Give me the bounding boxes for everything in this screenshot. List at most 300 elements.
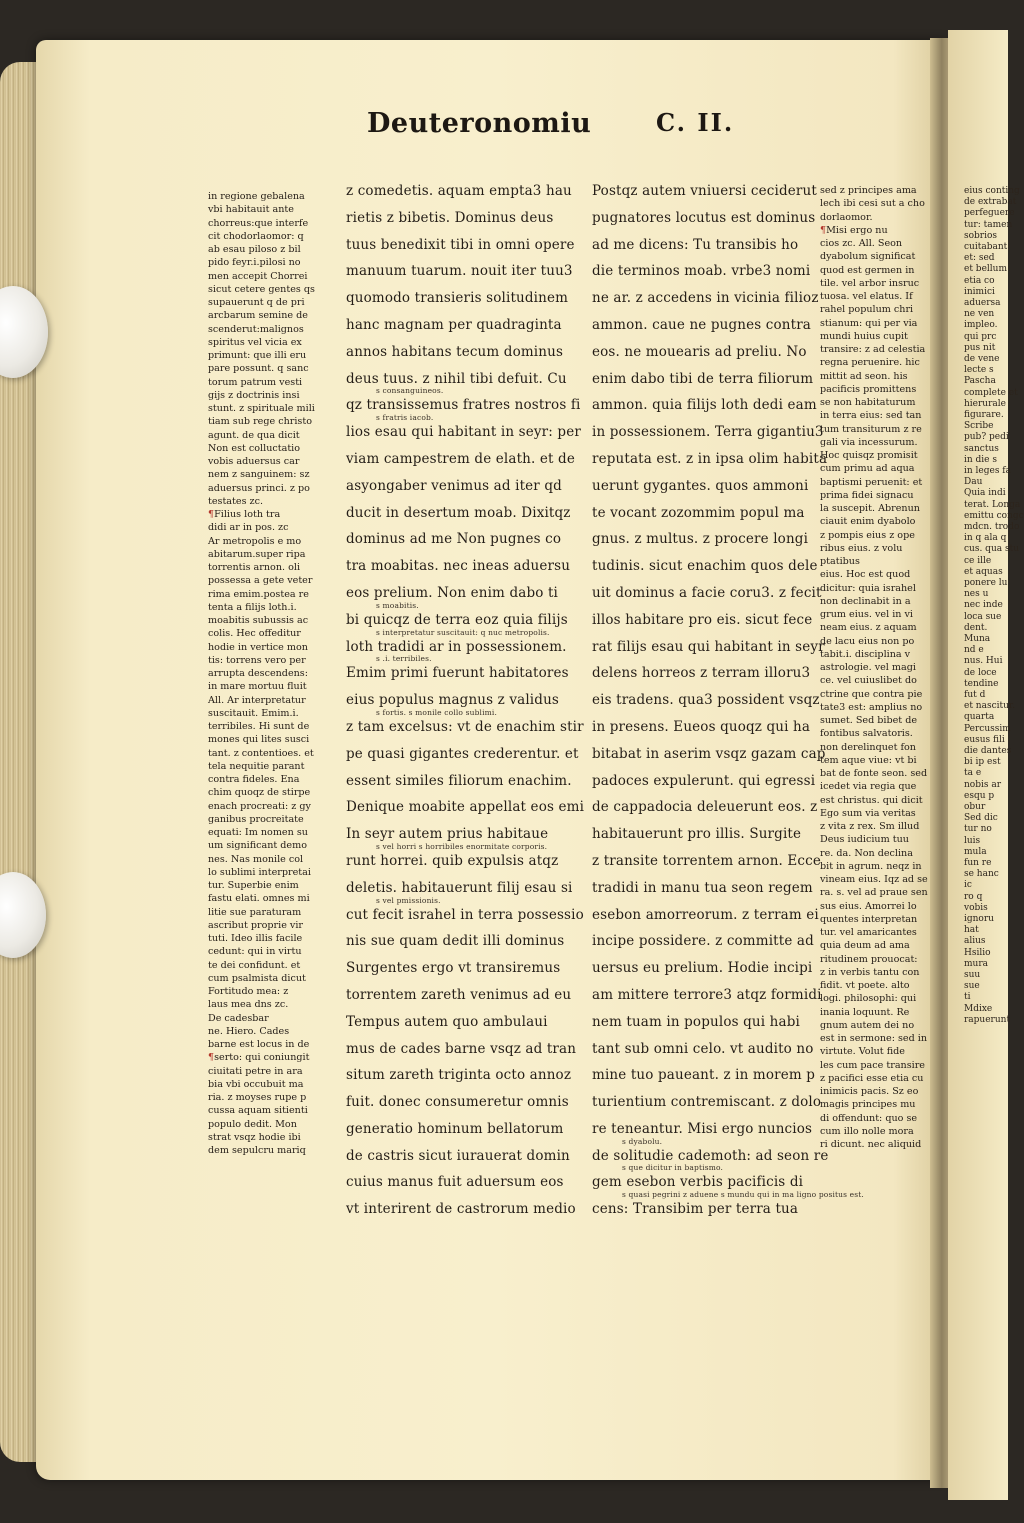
text-line-content: In seyr autem prius habitaue: [346, 826, 549, 843]
gloss-line: logi. philosophi: qui: [820, 993, 917, 1005]
gloss-line: sicut cetere gentes qs: [208, 283, 315, 295]
next-page-fragment: tur no: [964, 824, 992, 835]
next-page-fragment: se hanc: [964, 869, 999, 880]
gloss-line: vobis aduersus car: [208, 456, 300, 467]
gloss-line: tate3 est: amplius no: [820, 701, 923, 713]
gloss-line: neam eius. z aquam: [820, 622, 917, 634]
gloss-line: in terra eius: sed tan: [820, 410, 922, 422]
gloss-line: sed z principes ama: [820, 185, 917, 196]
gloss-line: ri dicunt. nec aliquid: [820, 1139, 922, 1150]
next-page-fragment: tur: tamen: [964, 219, 1013, 230]
text-line: [592, 419, 824, 446]
gloss-line: De cadesbar: [208, 1012, 269, 1024]
text-line: [346, 768, 572, 795]
next-page-fragment: tendine: [964, 678, 999, 689]
text-line: [592, 1009, 800, 1036]
gloss-line: quentes interpretan: [820, 913, 918, 925]
next-page-fragment: nes u: [964, 589, 989, 600]
text-line: [346, 841, 559, 875]
interlinear-gloss: s vel pmissionis.: [376, 895, 441, 905]
text-line-content: ammon. caue ne pugnes contra: [592, 316, 812, 333]
next-page-fragment: Percussim: [964, 723, 1011, 734]
gloss-line: colis. Hec offeditur: [208, 628, 301, 640]
next-page-fragment: Scribe: [964, 421, 994, 432]
text-line: [592, 982, 822, 1009]
next-page-fragment: loca sue: [964, 611, 1002, 622]
text-line: [592, 446, 828, 473]
gloss-line: cedunt: qui in virtu: [208, 946, 302, 958]
text-line-content: z tam excelsus: vt de enachim stir: [346, 718, 584, 735]
text-line-content: annos habitans tecum dominus: [346, 343, 564, 360]
next-page-fragment: sanctus: [964, 443, 999, 454]
next-page-fragment: emittu congc: [964, 510, 1024, 521]
text-line: [346, 500, 571, 527]
text-line-content: cut fecit israhel in terra possessio: [346, 906, 584, 923]
gloss-line: grum eius. vel in vi: [820, 609, 914, 620]
text-line: [346, 928, 565, 955]
gloss-line: ciuitati petre in ara: [208, 1065, 303, 1077]
next-page-fragment: perfeguere: [964, 208, 1015, 219]
next-page-fragment: in die s: [964, 454, 997, 465]
interlinear-gloss: s consanguineos.: [376, 386, 444, 396]
text-line: [592, 526, 809, 553]
gloss-line: ciauit enim dyabolo: [820, 516, 916, 528]
text-line-content: uersus eu prelium. Hodie incipi: [592, 960, 813, 977]
next-page-fragment: mdcn. trodo: [964, 522, 1020, 532]
gloss-line: la suscepit. Abrenun: [820, 503, 920, 514]
text-line-content: Postqz autem vniuersi ceciderut: [592, 183, 817, 199]
next-page-fragment: de vene: [964, 354, 1000, 364]
running-head-chapter: C. II.: [656, 108, 735, 137]
text-line-content: gnus. z multus. z procere longi: [592, 531, 809, 548]
text-line-content: mine tuo paueant. z in morem p: [592, 1067, 816, 1084]
text-line: [592, 1036, 814, 1063]
gloss-line: laus mea dns zc.: [208, 999, 289, 1011]
text-line-content: rat filijs esau qui habitant in seyr: [592, 638, 825, 655]
text-line-content: tra moabitas. nec ineas aduersu: [346, 558, 571, 575]
next-page-fragment: mura: [964, 958, 988, 969]
text-line-content: gem esebon verbis pacificis di: [592, 1174, 804, 1191]
text-line-content: uerunt gygantes. quos ammoni: [592, 477, 809, 494]
next-page-fragment: ro q: [964, 891, 983, 902]
gloss-line: tuti. Ideo illis facile: [208, 933, 303, 944]
interlinear-gloss: s vel horri s horribiles enormitate corporis.: [376, 841, 548, 851]
gloss-line: ¶serto: qui coniungit: [208, 1052, 310, 1064]
gloss-line: scenderut:malignos: [208, 323, 304, 335]
next-page-fragment: fut d: [964, 690, 986, 700]
gloss-line: cussa aquam sitienti: [208, 1105, 308, 1117]
next-page-fragment: sue: [964, 981, 980, 992]
text-line: [592, 1089, 822, 1116]
next-page-fragment: nec inde: [964, 600, 1003, 611]
text-line: [592, 660, 811, 687]
text-line-content: eos. ne mouearis ad preliu. No: [592, 343, 807, 360]
gloss-line: inimicis pacis. Sz eo: [820, 1086, 919, 1097]
gloss-line: stianum: qui per via: [820, 317, 918, 329]
gloss-line: All. Ar interpretatur: [208, 694, 306, 706]
text-line-content: eis tradens. qua3 possident vsqz: [592, 692, 820, 709]
text-line-content: Surgentes ergo vt transiremus: [346, 960, 561, 977]
text-line: [592, 875, 813, 902]
text-line: [346, 1169, 564, 1196]
gloss-line: ce. vel cuiuslibet do: [820, 675, 917, 687]
text-line: [346, 741, 579, 768]
next-page-fragment: esqu p: [964, 790, 995, 801]
gloss-line: possessa a gete veter: [208, 575, 313, 587]
text-line-content: loth tradidi ar in possessionem.: [346, 638, 567, 655]
gloss-line: Ar metropolis e mo: [208, 535, 302, 547]
gloss-line: ra. s. vel ad praue sen: [820, 887, 928, 899]
interlinear-gloss: s .i. terribiles.: [376, 654, 432, 664]
text-line: [592, 687, 820, 714]
text-line: [592, 794, 818, 821]
text-line: [346, 794, 585, 821]
gloss-line: hodie in vertice mon: [208, 641, 308, 653]
gloss-line: barne est locus in de: [208, 1039, 310, 1050]
text-line-content: uit dominus a facie coru3. z fecit: [592, 584, 822, 601]
gloss-line: re. da. Non declina: [820, 847, 913, 859]
next-page-fragment: figurare.: [964, 410, 1004, 420]
next-page-fragment: ic: [964, 880, 972, 891]
text-line: [346, 955, 561, 982]
text-line: [346, 312, 562, 339]
text-line: [592, 768, 816, 795]
text-line-content: ad me dicens: Tu transibis ho: [592, 236, 799, 253]
text-line-content: de castris sicut iurauerat domin: [346, 1147, 570, 1164]
gloss-line: stunt. z spirituale mili: [208, 403, 315, 414]
interlinear-gloss: s dyabolu.: [622, 1136, 663, 1146]
gloss-line: tant. z contentioes. et: [208, 747, 314, 759]
text-line: [346, 258, 573, 285]
next-page-fragment: quarta: [964, 712, 995, 723]
gloss-line: arcbarum semine de: [208, 310, 308, 322]
text-line-content: padoces expulerunt. qui egressi: [592, 772, 816, 789]
next-page-fragment: fun re: [964, 858, 992, 868]
gloss-line: eius. Hoc est quod: [820, 569, 911, 581]
text-line-content: viam campestrem de elath. et de: [346, 450, 575, 467]
gloss-line: cios zc. All. Seon: [820, 238, 903, 249]
text-line: [592, 821, 802, 848]
text-line-content: z comedetis. aquam empta3 hau: [346, 183, 572, 199]
next-page-fragment: eius conting: [964, 186, 1020, 196]
next-page-fragment: hat: [964, 925, 979, 936]
gloss-line: mones qui lites susci: [208, 734, 310, 746]
gloss-line: non declinabit in a: [820, 595, 911, 607]
gloss-line: est christus. qui dicit: [820, 794, 923, 806]
gloss-line: tem aque viue: vt bi: [820, 754, 917, 766]
text-line-content: ne ar. z accedens in vicinia filioz: [592, 290, 819, 307]
text-line: [592, 1062, 816, 1089]
text-line: [592, 285, 819, 312]
next-page-fragment: de extrabat: [964, 197, 1017, 208]
next-page-fragment: et bellum: [964, 264, 1007, 275]
gloss-line: arrupta descendens:: [208, 668, 308, 679]
text-line-content: deus tuus. z nihil tibi defuit. Cu: [346, 370, 567, 387]
gloss-line: baptismi peruenit: et: [820, 476, 923, 488]
text-line: [592, 339, 807, 366]
gloss-line: torrentis arnon. oli: [208, 562, 301, 573]
gloss-line: tela nequitie parant: [208, 760, 305, 772]
gloss-line: agunt. de qua dicit: [208, 429, 300, 441]
gloss-line: strat vsqz hodie ibi: [208, 1131, 301, 1143]
next-page-fragment: cus. qua stu: [964, 544, 1019, 555]
next-page-fragment: inimici: [964, 286, 995, 297]
gloss-line: rima emim.postea re: [208, 588, 309, 600]
gloss-line: chorreus:que interfe: [208, 217, 309, 229]
gloss-line: moabitis subussis ac: [208, 615, 309, 626]
text-line-content: Denique moabite appellat eos emi: [346, 799, 585, 816]
gloss-line: dorlaomor.: [820, 211, 873, 223]
gloss-line: quod est germen in: [820, 264, 915, 276]
text-line-content: z transite torrentem arnon. Ecce: [592, 852, 821, 869]
text-line-content: deletis. habitauerunt filij esau si: [346, 879, 573, 896]
text-line: [592, 848, 821, 875]
gloss-line: suscitauit. Emim.i.: [208, 707, 299, 719]
gloss-line: pido feyr.i.pilosi no: [208, 257, 301, 269]
gloss-line: vbi habitauit ante: [208, 204, 294, 216]
text-line: [346, 446, 575, 473]
text-line: [592, 928, 814, 955]
next-page-fragment: mula: [964, 846, 987, 857]
gloss-line: primunt: que illi eru: [208, 350, 307, 361]
gloss-line: di offendunt: quo se: [820, 1112, 918, 1124]
gloss-line: aduersus princi. z po: [208, 482, 310, 494]
text-line: [346, 895, 584, 929]
gloss-line: dyabolum significat: [820, 251, 916, 263]
gloss-line: icedet via regia que: [820, 781, 917, 793]
text-line: [592, 392, 817, 419]
gloss-line: cum primu ad aqua: [820, 463, 915, 475]
text-line: [346, 413, 581, 446]
next-page-fragment: Muna: [964, 634, 991, 644]
next-page-fragment: bi ip est: [964, 757, 1001, 768]
text-line: [592, 205, 816, 232]
text-line-content: eos prelium. Non enim dabo ti: [346, 584, 558, 601]
text-line-content: esebon amorreorum. z terram ei: [592, 906, 819, 923]
gloss-line: ritudinem prouocat:: [820, 953, 918, 965]
next-page-fragment: et: sed: [964, 253, 995, 264]
gloss-line: um significant demo: [208, 840, 307, 852]
gloss-line: ne. Hiero. Cades: [208, 1025, 290, 1037]
text-line-content: quomodo transieris solitudinem: [346, 290, 569, 307]
next-page-fragment: ne ven: [964, 309, 995, 320]
next-page-fragment: ponere lu: [964, 578, 1008, 588]
gloss-line: ¶Filius loth tra: [208, 509, 281, 520]
interlinear-gloss: s interpretatur suscitauit: q nuc metropolis.: [376, 627, 550, 637]
gloss-line: didi ar in pos. zc: [208, 522, 289, 534]
text-line-content: ammon. quia filijs loth dedi eam: [592, 397, 817, 414]
text-line: [592, 500, 805, 527]
gloss-line: dem sepulcru mariq: [208, 1145, 306, 1156]
text-line-content: essent similes filiorum enachim.: [346, 772, 572, 789]
gloss-line: tur. Superbie enim: [208, 880, 299, 891]
next-page-fragment: ce ille: [964, 555, 992, 566]
text-line-content: nem tuam in populos qui habi: [592, 1013, 800, 1030]
next-page-fragment: vobis: [964, 902, 988, 913]
text-line: [346, 285, 569, 312]
next-page-fragment: pus nit: [964, 342, 996, 353]
text-line: [592, 232, 799, 259]
gloss-line: nes. Nas monile col: [208, 853, 304, 865]
next-page-fragment: ti: [964, 992, 971, 1003]
gloss-line: inania loquunt. Re: [820, 1006, 910, 1018]
text-line: [346, 1143, 570, 1170]
text-line-content: rietis z bibetis. Dominus deus: [346, 209, 554, 226]
gloss-line: ctrine que contra pie: [820, 688, 923, 700]
text-line: [592, 580, 822, 607]
text-line: [346, 526, 562, 553]
gloss-line: bia vbi occubuit ma: [208, 1078, 304, 1090]
text-line-content: te vocant zozommim popul ma: [592, 504, 805, 521]
text-line: [592, 741, 826, 768]
text-line-content: pugnatores locutus est dominus: [592, 209, 816, 226]
text-line-content: habitauerunt pro illis. Surgite: [592, 826, 802, 843]
text-line-content: re teneantur. Misi ergo nuncios: [592, 1120, 813, 1137]
text-line-content: lios esau qui habitant in seyr: per: [346, 424, 581, 441]
gloss-line: ptatibus: [820, 556, 860, 567]
next-page-fragment: nd e: [964, 645, 984, 656]
gloss-line: sus eius. Amorrei lo: [820, 900, 917, 912]
text-line-content: tuus benedixit tibi in omni opere: [346, 236, 575, 253]
gloss-line: ab esau piloso z bil: [208, 244, 301, 255]
gloss-line: ganibus procreitate: [208, 813, 304, 825]
gloss-line: tum transiturum z re: [820, 423, 922, 435]
text-line-content: eius populus magnus z validus: [346, 692, 559, 709]
text-line: [346, 1009, 546, 1036]
text-line-content: runt horrei. quib expulsis atqz: [346, 852, 559, 869]
text-line-content: pe quasi gigantes crederentur. et: [346, 745, 579, 762]
text-line-content: cuius manus fuit aduersum eos: [346, 1174, 564, 1191]
interlinear-gloss: s fratris iacob.: [376, 413, 434, 423]
gloss-line: tis: torrens vero per: [208, 654, 306, 666]
text-line: [346, 982, 572, 1009]
text-line: [592, 312, 812, 339]
gloss-column-left: [208, 190, 315, 1157]
next-page-fragment: terat. Longa: [964, 499, 1021, 510]
text-line: [346, 1036, 577, 1063]
text-line-content: asyongaber venimus ad iter qd: [346, 477, 562, 494]
next-page-fragment: nus. Hui: [964, 656, 1003, 667]
next-page-fragment: qui prc: [964, 331, 997, 342]
gloss-line: tur. vel amaricantes: [820, 927, 917, 938]
gloss-line: non derelinquet fon: [820, 741, 916, 753]
gloss-line: les cum pace transire: [820, 1059, 925, 1071]
text-line: [346, 178, 572, 205]
gloss-line: te dei confidunt. et: [208, 959, 301, 971]
text-line: [346, 654, 569, 687]
next-page-fragment: in leges fa: [964, 466, 1012, 476]
text-line-content: nis sue quam dedit illi dominus: [346, 933, 565, 950]
gloss-line: lo sublimi interpretai: [208, 866, 311, 878]
gloss-line: tuosa. vel elatus. If: [820, 291, 913, 302]
next-page-fragment: etia co: [964, 275, 995, 286]
text-line-content: de solitudie cademoth: ad seon re: [592, 1147, 829, 1164]
gloss-line: astrologie. vel magi: [820, 662, 916, 673]
text-line: [592, 634, 825, 661]
next-page-fragment: sobrios: [964, 230, 998, 241]
gloss-line: pacificis promittens: [820, 383, 917, 395]
gloss-line: Deus iudicium tuu: [820, 834, 909, 846]
gloss-line: cit chodorlaomor: q: [208, 230, 304, 242]
gloss-line: nem z sanguinem: sz: [208, 469, 310, 481]
text-line: [592, 1190, 864, 1223]
gloss-line: rahel populum chri: [820, 304, 914, 316]
next-page-fragment: Dau: [964, 477, 983, 488]
gloss-line: bit in agrum. neqz in: [820, 860, 922, 872]
next-page-fragment: ta e: [964, 768, 982, 779]
gloss-line: z pompis eius z ope: [820, 529, 915, 541]
gloss-line: gijs z doctrinis insi: [208, 389, 300, 401]
text-line-content: torrentem zareth venimus ad eu: [346, 986, 572, 1003]
gloss-line: lech ibi cesi sut a cho: [820, 198, 925, 210]
next-page-fragment: impleo.: [964, 320, 998, 331]
text-line: [592, 366, 814, 393]
text-line: [592, 714, 811, 741]
gloss-line: regna peruenire. hic: [820, 357, 920, 369]
next-page-fragment: pub? pedi: [964, 432, 1009, 443]
text-line-content: tradidi in manu tua seon regem: [592, 879, 813, 896]
text-line: [346, 1062, 572, 1089]
text-line-content: Tempus autem quo ambulaui: [346, 1013, 548, 1030]
next-page-fragment: eusus fili: [964, 734, 1005, 745]
next-page-fragment: et aquas: [964, 566, 1003, 577]
gloss-line: tabit.i. disciplina v: [820, 648, 911, 660]
next-page-fragment: nobis ar: [964, 779, 1002, 790]
gloss-line: Hoc quisqz promisit: [820, 450, 918, 461]
gloss-line: enach procreati: z gy: [208, 800, 311, 812]
gloss-line: fastu elati. omnes mi: [208, 893, 310, 905]
text-line: [346, 707, 584, 741]
text-line-content: die terminos moab. vrbe3 nomi: [592, 263, 811, 280]
gloss-line: Non est colluctatio: [208, 442, 301, 454]
next-page-fragment: alius: [964, 936, 986, 947]
gloss-line: vineam eius. Iqz ad se: [820, 874, 928, 885]
next-page-fragment: hierurale: [964, 398, 1006, 409]
text-line-content: vt interirent de castrorum medio: [346, 1201, 576, 1218]
text-line-content: Emim primi fuerunt habitatores: [346, 665, 569, 682]
text-line: [592, 473, 809, 500]
running-head-book: Deuteronomiu: [367, 108, 592, 139]
gloss-line: transire: z ad celestia: [820, 344, 926, 355]
text-line-content: fuit. donec consumeretur omnis: [346, 1094, 569, 1111]
gloss-line: chim quoqz de stirpe: [208, 787, 311, 799]
text-line: [592, 607, 813, 634]
gloss-line: quia deum ad ama: [820, 940, 910, 952]
text-line-content: tudinis. sicut enachim quos dele: [592, 558, 818, 575]
text-column-middle: [346, 178, 585, 1223]
gloss-line: prima fidei signacu: [820, 489, 914, 501]
gloss-line: cum illo nolle mora: [820, 1125, 914, 1137]
gloss-line: z in verbis tantu con: [820, 966, 920, 978]
interlinear-gloss: s fortis. s monile collo sublimi.: [376, 707, 497, 717]
text-line-content: am mittere terrore3 atqz formidi: [592, 986, 822, 1003]
text-line: [346, 232, 575, 259]
text-line: [346, 1116, 564, 1143]
text-line: [346, 473, 562, 500]
next-page-fragment: Hsilio: [964, 947, 991, 958]
gloss-line: testates zc.: [208, 495, 264, 507]
text-line: [592, 553, 818, 580]
next-page-fragment: et nascitur.: [964, 701, 1016, 712]
text-line-content: bi quicqz de terra eoz quia filijs: [346, 611, 568, 628]
text-line: [346, 553, 571, 580]
gloss-line: fontibus salvatoris.: [820, 728, 913, 740]
gloss-line: se non habitaturum: [820, 397, 916, 408]
gloss-line: sumet. Sed bibet de: [820, 715, 918, 726]
text-line-content: generatio hominum bellatorum: [346, 1120, 564, 1137]
gloss-line: in regione gebalena: [208, 191, 305, 202]
text-line-content: in possessionem. Terra gigantiu3: [592, 424, 824, 441]
